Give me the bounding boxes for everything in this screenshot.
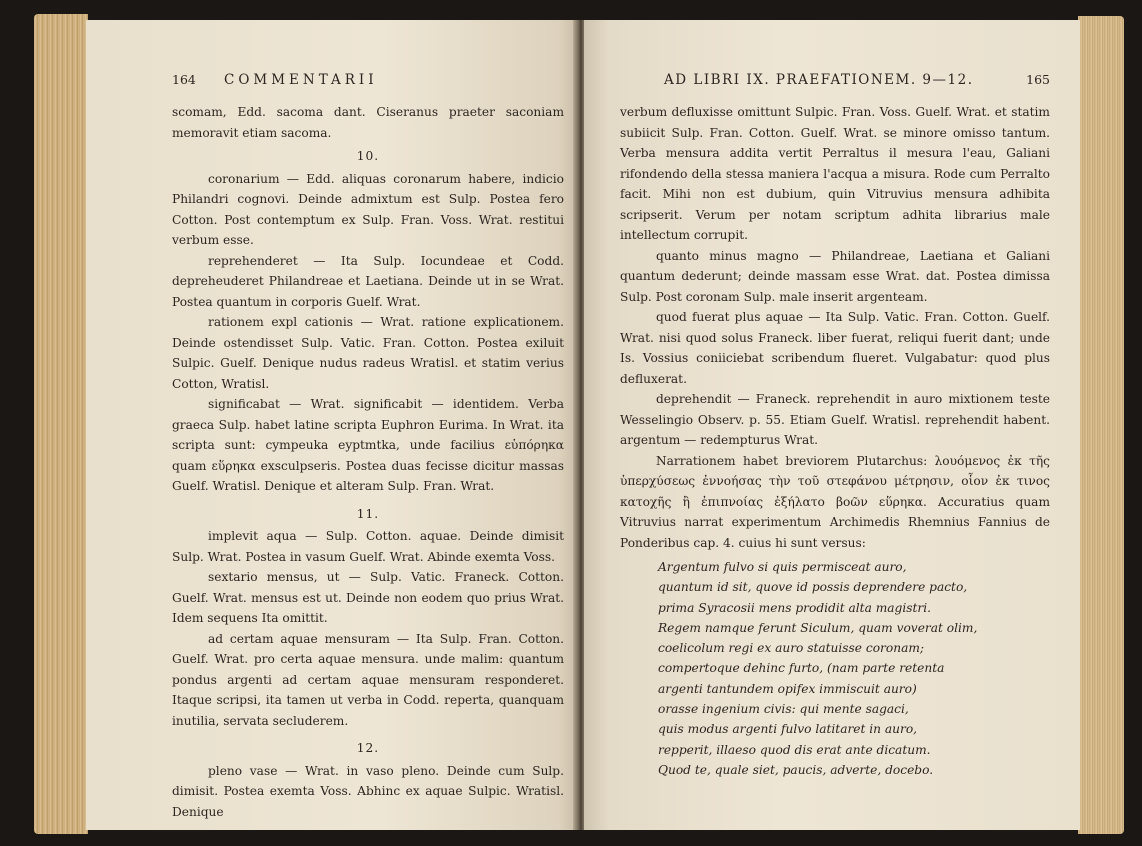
verse-line: Quod te, quale siet, paucis, adverte, docebo.: [658, 762, 934, 777]
verse-line: argenti tantundem opifex immiscuit auro): [658, 681, 917, 696]
section-number: 11.: [356, 506, 380, 521]
paragraph: scomam, Edd. sacoma dant. Ciseranus praeter saconiam memoravit etiam sacoma.: [172, 105, 564, 140]
paragraph: pleno vase — Wrat. in vaso pleno. Deinde cum Sulp. dimisit. Postea exemta Voss. Abhinc ex aquae Sulpic. Wratisl. Denique: [172, 763, 564, 819]
verse-line: orasse ingenium civis: qui mente sagaci,: [658, 702, 909, 717]
paragraph: implevit aqua — Sulp. Cotton. aquae. Deinde dimisit Sulp. Wrat. Postea in vasum Guelf. Wrat. Abinde exemta Voss.: [172, 529, 564, 564]
left-page-edges: [34, 14, 88, 834]
right-running-head: [620, 70, 1050, 92]
verse-block: [658, 557, 1050, 780]
left-page-number: 164: [172, 72, 196, 87]
verse-line: Regem namque ferunt Siculum, quam voverat olim,: [658, 620, 978, 635]
verse-line: coelicolum regi ex auro statuisse coronam;: [658, 641, 925, 656]
paragraph: ad certam aquae mensuram — Ita Sulp. Fran. Cotton. Guelf. Wrat. pro certa aquae mensura. unde malim: quantum pondus argenti ad certam aquae mensuram responderet. Itaque scripsi, ita tamen ut verba in Codd. reperta, quanquam inutilia, servata secluderem.: [172, 631, 564, 728]
paragraph: verbum defluxisse omittunt Sulpic. Fran. Voss. Guelf. Wrat. et statim subiicit Sulp. Fran. Cotton. Guelf. Wrat. se minore omisso tantum. Verba mensura addita vertit Perraltus il mesura l'eau, Galiani rifondendo della stessa maniera l'acqua a misura. Rode cum Perralto facit. Mihi non est dubium, quin Vitruvius mensura adhibita scripserit. Verum per notam scriptum adhita librarius male intellectum corrupit.: [620, 105, 1050, 242]
right-running-title: AD LIBRI IX. PRAEFATIONEM. 9—12.: [664, 72, 974, 88]
section-number: 12.: [356, 741, 380, 755]
paragraph: quanto minus magno — Philandreae, Laetiana et Galiani quantum dederunt; deinde massam esse Wrat. dat. Postea dimissa Sulp. Post coronam Sulp. male inserit argenteam.: [620, 248, 1050, 304]
paragraph: sextario mensus, ut — Sulp. Vatic. Franeck. Cotton. Guelf. Wrat. mensus est ut. Deinde non eodem quo prius Wrat. Idem sequens Ita omittit.: [172, 570, 564, 625]
right-page: [584, 20, 1080, 830]
paragraph: reprehenderet — Ita Sulp. Iocundeae et Codd. depreheuderet Philandreae et Laetiana. Deinde ut in se Wrat. Postea quantum in corporis Guelf. Wrat.: [172, 253, 564, 309]
paragraph: significabat — Wrat. significabit — identidem. Verba graeca Sulp. habet latine scripta Euphron Eurima. In Wrat. ita scripta sunt: cympeuka eyptmtka, unde facilius εὑπόρηκα quam εὕρηκα exsculpseris. Postea duas fecisse dicitur massas Guelf. Wratisl. Denique et alteram Sulp. Fran. Wrat.: [172, 397, 564, 493]
verse-line: Argentum fulvo si quis permisceat auro,: [658, 560, 907, 574]
right-page-edges: [1078, 16, 1124, 834]
verse-line: quis modus argenti fulvo latitaret in auro,: [658, 722, 918, 737]
left-page: [86, 20, 578, 830]
paragraph: rationem expl cationis — Wrat. ratione explicationem. Deinde ostendisset Sulp. Vatic. Fran. Cotton. Postea exiluit Sulpic. Guelf. Denique nudus radeus Wratisl. et statim verius Cotton, Wratisl.: [172, 315, 564, 391]
verse-line: prima Syracosii mens prodidit alta magistri.: [658, 600, 931, 615]
left-running-head: [172, 70, 564, 92]
paragraph: quod fuerat plus aquae — Ita Sulp. Vatic. Fran. Cotton. Guelf. Wrat. nisi quod solus Franeck. liber fuerat, reliqui fuerit dant; unde Is. Vossius coniiciebat scribendum flueret. Vulgabatur: quod plus defluxerat.: [620, 310, 1050, 386]
paragraph: deprehendit — Franeck. reprehendit in auro mixtionem teste Wesselingio Observ. p. 55. Etiam Guelf. Wratisl. reprehendit habent. argentum — redempturus Wrat.: [620, 392, 1050, 447]
left-running-title: COMMENTARII: [224, 72, 378, 88]
verse-line: compertoque dehinc furto, (nam parte retenta: [658, 661, 945, 676]
paragraph: Narrationem habet breviorem Plutarchus: λουόμενος ἐκ τῆς ὑπερχύσεως ἐννοήσας τὴν τοῦ στεφάνου μέτρησιν, οἷον ἐκ τινος κατοχῆς ἢ ἐπιπνοίας ἐξήλατο βοῶν εὕρηκα. Accuratius quam Vitruvius narrat experimentum Archimedis Rhemnius Fannius de Ponderibus cap. 4. cuius hi sunt versus:: [620, 453, 1050, 550]
section-number: 10.: [356, 149, 380, 163]
paragraph: coronarium — Edd. aliquas coronarum habere, indicio Philandri cognovi. Deinde admixtum est Sulp. Postea fero Cotton. Post contemptum ex Sulp. Fran. Voss. Wrat. restitui verbum esse.: [172, 171, 564, 247]
verse-line: repperit, illaeso quod dis erat ante dicatum.: [658, 742, 931, 757]
verse-line: quantum id sit, quove id possis deprendere pacto,: [658, 580, 968, 595]
right-page-number: 165: [1026, 72, 1050, 87]
